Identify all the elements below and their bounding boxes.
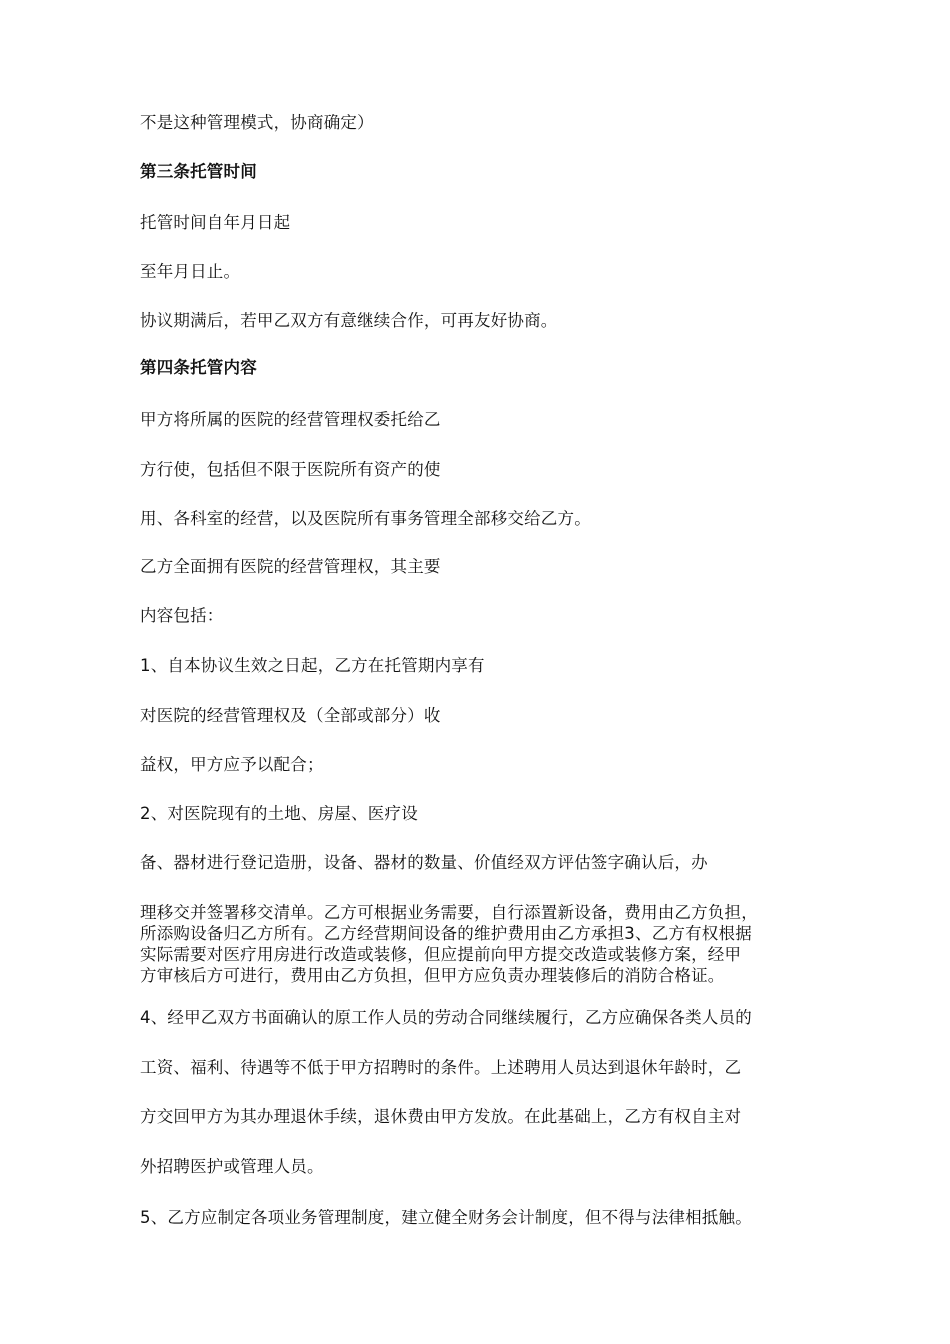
paragraph-line: 理移交并签署移交清单。乙方可根据业务需要，自行添置新设备，费用由乙方负担， — [140, 903, 758, 922]
paragraph-line: 益权，甲方应予以配合； — [140, 755, 324, 774]
section-heading: 第四条托管内容 — [140, 358, 257, 377]
paragraph-line: 甲方将所属的医院的经营管理权委托给乙 — [140, 410, 441, 429]
paragraph-line: 乙方全面拥有医院的经营管理权，其主要 — [140, 557, 441, 576]
paragraph-line: 用、各科室的经营，以及医院所有事务管理全部移交给乙方。 — [140, 509, 591, 528]
paragraph-line: 实际需要对医疗用房进行改造或装修，但应提前向甲方提交改造或装修方案，经甲 — [140, 945, 742, 964]
paragraph-line: 内容包括： — [140, 606, 224, 625]
paragraph-line: 不是这种管理模式，协商确定） — [140, 113, 374, 132]
paragraph-line: 对医院的经营管理权及（全部或部分）收 — [140, 706, 441, 725]
paragraph-line: 4、经甲乙双方书面确认的原工作人员的劳动合同继续履行，乙方应确保各类人员的 — [140, 1008, 752, 1027]
paragraph-line: 所添购设备归乙方所有。乙方经营期间设备的维护费用由乙方承担3、乙方有权根据 — [140, 924, 752, 943]
paragraph-line: 5、乙方应制定各项业务管理制度，建立健全财务会计制度，但不得与法律相抵触。 — [140, 1208, 752, 1227]
paragraph-line: 方行使，包括但不限于医院所有资产的使 — [140, 460, 441, 479]
paragraph-line: 托管时间自年月日起 — [140, 213, 291, 232]
paragraph-line: 外招聘医护或管理人员。 — [140, 1157, 324, 1176]
paragraph-line: 1、自本协议生效之日起，乙方在托管期内享有 — [140, 656, 485, 675]
paragraph-line: 备、器材进行登记造册，设备、器材的数量、价值经双方评估签字确认后，办 — [140, 853, 708, 872]
paragraph-line: 至年月日止。 — [140, 262, 241, 281]
paragraph-line: 协议期满后，若甲乙双方有意继续合作，可再友好协商。 — [140, 311, 558, 330]
paragraph-line: 方审核后方可进行，费用由乙方负担，但甲方应负责办理装修后的消防合格证。 — [140, 966, 725, 985]
paragraph-line: 方交回甲方为其办理退休手续，退休费由甲方发放。在此基础上，乙方有权自主对 — [140, 1107, 742, 1126]
paragraph-line: 2、对医院现有的土地、房屋、医疗设 — [140, 804, 418, 823]
paragraph-line: 工资、福利、待遇等不低于甲方招聘时的条件。上述聘用人员达到退休年龄时，乙 — [140, 1058, 742, 1077]
section-heading: 第三条托管时间 — [140, 162, 257, 181]
